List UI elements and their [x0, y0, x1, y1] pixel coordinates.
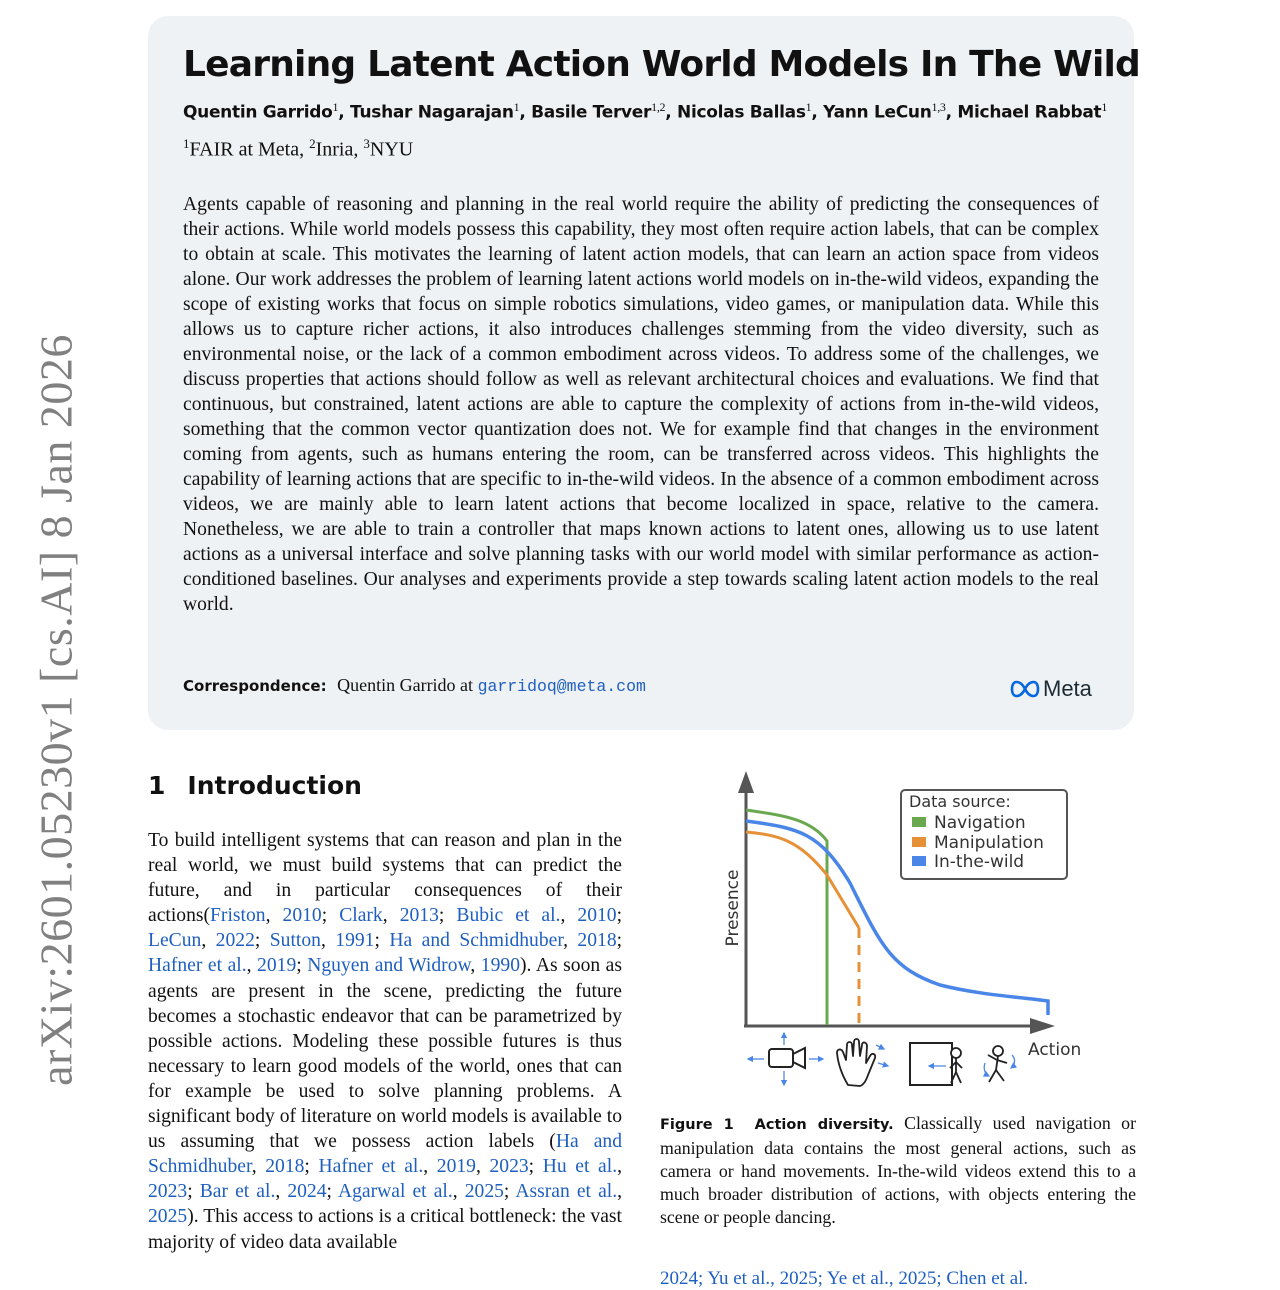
section-heading-introduction: [148, 771, 362, 800]
citation-link[interactable]: Agarwal et al.: [337, 1181, 453, 1203]
citation-link[interactable]: 2018: [577, 930, 617, 952]
affiliation-name: Inria: [315, 138, 354, 161]
author-affiliation-marker: 1,2: [651, 100, 666, 114]
author-name: Yann LeCun: [823, 102, 932, 123]
citation-link[interactable]: 2019: [436, 1156, 476, 1178]
section-title: Introduction: [187, 771, 362, 800]
citation-link[interactable]: Assran et al.: [515, 1181, 618, 1203]
figure-label: Figure 1: [660, 1117, 734, 1133]
introduction-paragraph: To build intelligent systems that can reason and plan in the real world, we must build systems that can predict the future, and in particular consequences of their actions(Friston, 2010; Clark, 2013; Bubic et al., 2010; LeCun, 2022; Sutton, 1991; Ha and Schmidhuber, 2018; Hafner et al., 2019; Nguyen and Widrow, 1990). As soon as agents are present in the scene, predicting the future becomes a stochastic endeavor that can be parametrized by possible actions. Modeling these possible futures is thus necessary to learn good models of the world, ones that can for example be used to solve planning problems. A significant body of literature on world models is available to us assuming that we possess action labels (Ha and Schmidhuber, 2018; Hafner et al., 2019, 2023; Hu et al., 2023; Bar et al., 2024; Agarwal et al., 2025; Assran et al., 2025). This access to actions is a critical bottleneck: the vast majority of video data available: [148, 830, 623, 1253]
legend-swatch-manipulation: [912, 837, 926, 847]
legend-label-in-the-wild: In-the-wild: [934, 852, 1025, 872]
correspondence-email-link[interactable]: garridoq@meta.com: [477, 677, 646, 696]
meta-logo-text: Meta: [1043, 676, 1092, 701]
author-affiliation-marker: 1: [1101, 100, 1108, 114]
citation-link[interactable]: 2022: [215, 930, 255, 952]
citation-link[interactable]: Clark: [339, 905, 383, 927]
citation-link[interactable]: Nguyen and Widrow: [307, 955, 471, 977]
citation-link[interactable]: Hu et al.: [542, 1156, 618, 1178]
citation-link[interactable]: 2025: [148, 1206, 188, 1228]
meta-logo: [1010, 676, 1092, 702]
citation-link[interactable]: 2025: [464, 1181, 504, 1203]
citation-link[interactable]: 2010: [577, 905, 617, 927]
citation-link[interactable]: LeCun: [148, 930, 202, 952]
citation-link[interactable]: 2023: [489, 1156, 529, 1178]
arxiv-identifier: arXiv:2601.05230v1 [cs.AI] 8 Jan 2026: [30, 334, 82, 1086]
citation-link[interactable]: 1991: [335, 930, 375, 952]
affiliation-number: 3: [363, 136, 370, 151]
affiliation-number: 2: [309, 136, 316, 151]
author-affiliation-marker: 1: [332, 100, 339, 114]
author-name: Tushar Nagarajan: [350, 102, 514, 123]
correspondence-label: Correspondence:: [183, 677, 327, 695]
manipulation-curve: [746, 832, 859, 928]
affiliation-name: NYU: [369, 138, 414, 161]
figure-1: [700, 763, 1100, 1103]
camera-movement-icon: [748, 1033, 823, 1085]
citation-link[interactable]: 1990: [480, 955, 520, 977]
hand-movement-icon: [837, 1039, 888, 1086]
x-axis-arrowhead: [1030, 1018, 1055, 1034]
chart-legend: [901, 790, 1067, 879]
meta-infinity-icon: [1010, 680, 1040, 698]
author-name: Nicolas Ballas: [677, 102, 806, 123]
y-axis-label: Presence: [723, 869, 743, 947]
author-name: Basile Terver: [531, 102, 652, 123]
citation-link[interactable]: 2024: [287, 1181, 327, 1203]
author-name: Michael Rabbat: [957, 102, 1102, 123]
citation-link[interactable]: Bar et al.: [199, 1181, 276, 1203]
right-column-partial-line: 2024; Yu et al., 2025; Ye et al., 2025; Chen et al.: [660, 1268, 1029, 1289]
citation-link[interactable]: Ha and Schmidhuber: [389, 930, 564, 952]
legend-label-navigation: Navigation: [934, 813, 1026, 833]
citation-link[interactable]: Hafner et al.: [148, 955, 247, 977]
citation-link[interactable]: Hafner et al.: [318, 1156, 424, 1178]
citation-link[interactable]: 2010: [282, 905, 322, 927]
legend-swatch-navigation: [912, 817, 926, 827]
section-number: 1: [148, 771, 166, 800]
figure-caption-text: Classically used navigation or manipulation data contains the most general actions, such as camera or hand movements. In-the-wild videos extend this to a much broader distribution of actions, with objects entering the scene or people dancing.: [660, 1113, 1136, 1227]
author-affiliation-marker: 1,3: [931, 100, 946, 114]
y-axis-arrowhead: [738, 771, 754, 793]
affiliation-number: 1: [183, 136, 190, 151]
affiliation-list: $^1$FAIR at Meta, $^2$Inria, $^3$NYU: [183, 136, 414, 161]
citation-link[interactable]: 2013: [399, 905, 439, 927]
correspondence: [183, 675, 646, 696]
abstract: Agents capable of reasoning and planning in the real world require the ability of predicting the consequences of their actions. While world models possess this capability, they most often require action labels, that can be complex to obtain at scale. This motivates the learning of latent action models, that can learn an action space from videos alone. Our work addresses the problem of learning latent actions world models on in-the-wild videos, expanding the scope of existing works that focus on simple robotics simulations, video games, or manipulation data. While this allows us to capture richer actions, it also introduces challenges stemming from the video diversity, such as environmental noise, or the lack of a common embodiment across videos. To address some of the challenges, we discuss properties that actions should follow as well as relevant architectural choices and evaluations. We find that continuous, but constrained, latent actions are able to capture the complexity of actions from in-the-wild videos, something that the common vector quantization does not. We for example find that changes in the environment coming from agents, such as humans entering the room, can be transferred across videos. This highlights the capability of learning actions that are specific to in-the-wild videos. In the absence of a common embodiment across videos, we are mainly able to learn latent actions that become localized in space, relative to the camera. Nonetheless, we are able to train a controller that maps known actions to latent ones, allowing us to use latent actions as a universal interface and solve planning tasks with our world model with similar performance as action-conditioned baselines. Our analyses and experiments provide a step towards scaling latent action models to the real world.: [183, 194, 1099, 615]
paper-title: Learning Latent Action World Models In The Wild: [183, 44, 1141, 85]
author-affiliation-marker: 1: [513, 100, 520, 114]
citation-link[interactable]: 2023: [148, 1181, 188, 1203]
citation-link[interactable]: Sutton: [269, 930, 321, 952]
citation-link[interactable]: 2019: [257, 955, 297, 977]
action-diversity-diagram: [700, 763, 1100, 1103]
figure-caption-title: Action diversity.: [754, 1117, 894, 1133]
figure-1-caption: [660, 1112, 1136, 1229]
x-axis-label: Action: [1028, 1040, 1082, 1060]
correspondence-text: Quentin Garrido at: [337, 675, 474, 695]
citation-link[interactable]: 2018: [265, 1156, 305, 1178]
person-entering-scene-icon: [910, 1043, 962, 1085]
author-name: Quentin Garrido: [183, 102, 333, 123]
affiliation-name: FAIR at Meta: [189, 138, 300, 161]
citation-link[interactable]: Ha and Schmidhuber: [148, 1131, 622, 1178]
citation-link[interactable]: Friston: [210, 905, 266, 927]
author-list: Quentin Garrido$^1$, Tushar Nagarajan$^1$, Basile Terver$^{1,2}$, Nicolas Ballas$^1$, Yann LeCun$^{1,3}$, Michael Rabbat$^1$: [183, 100, 1108, 123]
legend-label-manipulation: Manipulation: [934, 833, 1044, 853]
citation-link[interactable]: Bubic et al.: [456, 905, 561, 927]
legend-swatch-in-the-wild: [912, 856, 926, 866]
legend-title: Data source:: [909, 792, 1011, 811]
dancing-person-icon: [984, 1046, 1014, 1082]
author-affiliation-marker: 1: [805, 100, 812, 114]
